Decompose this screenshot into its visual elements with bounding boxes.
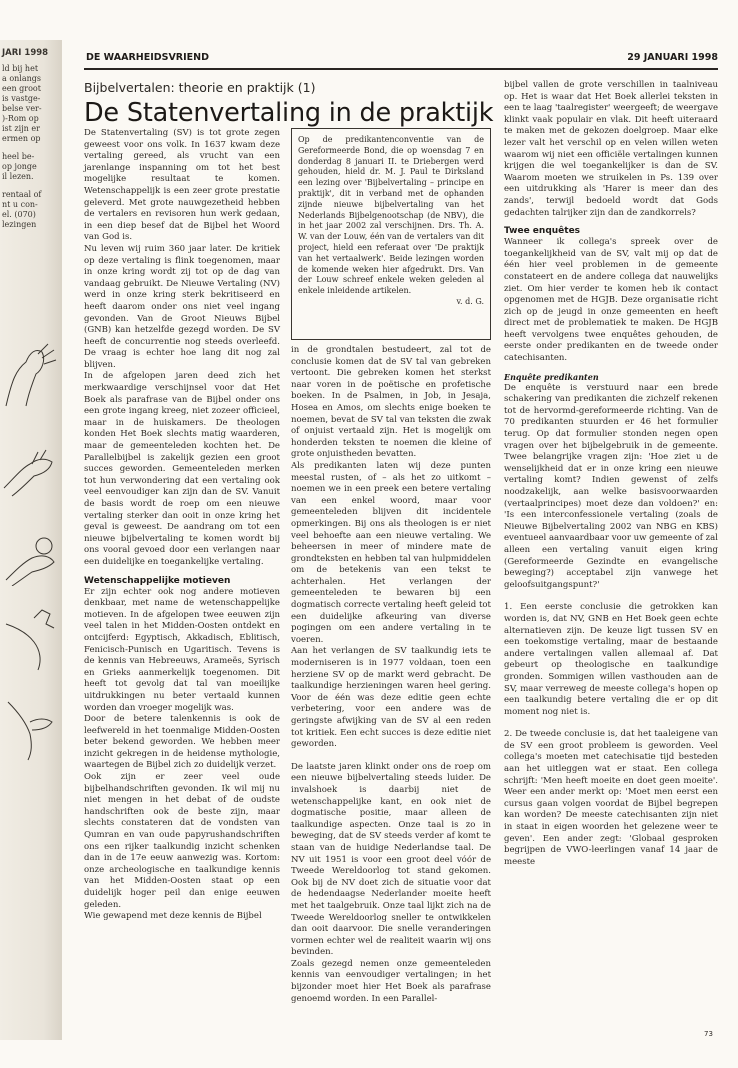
gutter-line: rentaal of (2, 190, 42, 199)
article-column-2 (291, 345, 491, 1005)
paragraph: in de grondtalen bestudeert, zal tot de conclusie komen dat de SV tal van gebreken vertoont. Die gebreken komen het sterkst naar voren in de poëtische en profetische boeken. In de Psalmen, in Job, in Jesaja, Hosea en Amos, om slechts enige boeken te noemen, bevat de SV tal van teksten die zwak of onjuist vertaald zijn. Het is mogelijk om honderden teksten te noemen die kleine of grote onjuistheden bevatten. (291, 345, 491, 460)
hand-sign-illustration-2 (2, 428, 58, 498)
section-heading: Twee enquêtes (504, 226, 581, 237)
newspaper-page (70, 40, 718, 1040)
article-column-3 (504, 80, 718, 868)
adjacent-page-header: JARI 1998 (2, 48, 49, 58)
paragraph: De Statenvertaling (SV) is tot grote zegen geweest voor ons volk. In 1637 kwam deze vertaling gereed, als vrucht van een jarenlange inspanning om tot het best mogelijke resultaat te komen. Wetenschappelijk is een zeer grote prestatie geleverd. Met grote nauwgezetheid hebben de vertalers en revisoren hun werk gedaan, in een diep besef dat de Bijbel het Woord van God is. (84, 128, 280, 243)
gutter-line: a onlangs (2, 74, 41, 83)
issue-date: 29 JANUARI 1998 (627, 52, 718, 63)
article-column-1 (84, 128, 280, 923)
paragraph: Aan het verlangen de SV taalkundig iets te moderniseren is in 1977 voldaan, toen een herziene SV op de markt werd gebracht. De taalkundige herzieningen waren heel gering. Voor de één was deze editie geen echte verbetering, voor een andere was de geringste afwijking van de SV al een reden tot kritiek. Een echt succes is deze editie niet geworden. (291, 646, 491, 750)
page-number: 73 (704, 1030, 713, 1038)
hand-sign-illustration-4 (2, 604, 58, 674)
paragraph: 1. Een eerste conclusie die getrokken kan worden is, dat NV, GNB en Het Boek geen echte alternatieven zijn. De keuze ligt tussen SV en een toekomstige vertaling, maar de bestaande andere vertalingen vallen allemaal af. Dat gebeurt op theologische en taalkundige gronden. Sommigen willen vasthouden aan de SV, maar verreweg de meeste collega's hopen op een taalkundig betere vertaling die er op dit moment nog niet is. (504, 602, 718, 717)
gutter-line: op jonge (2, 162, 37, 171)
paragraph: Nu leven wij ruim 360 jaar later. De kritiek op deze vertaling is flink toegenomen, maar in onze kring wordt zij tot op de dag van vandaag gebruikt. De Nieuwe Vertaling (NV) werd in onze kring sterk bekritiseerd en heeft daarom onder ons niet veel ingang gevonden. Van de Groot Nieuws Bijbel (GNB) kan hetzelfde gezegd worden. De SV heeft de concurrentie nog steeds overleefd. De vraag is echter hoe lang dit nog zal blijven. (84, 243, 280, 370)
gutter-line: is vastge- (2, 94, 41, 103)
adjacent-page-text-top (2, 64, 58, 230)
gutter-line: )-Rom op (2, 114, 39, 123)
paragraph: Ook zijn er zeer veel oude bijbelhandschriften gevonden. Ik wil mij nu niet mengen in het debat of de oudste handschriften ook de beste zijn, maar slechts constateren dat de vondsten van Qumran en van oude papyrushandschriften ons een rijker taalkundig inzicht schenken dan in de 17e eeuw aanwezig was. Kortom: onze archeologische en taalkundige kennis van het Midden-Oosten staat op een duidelijk hoger peil dan enige eeuwen geleden. (84, 772, 280, 910)
intro-box-signature: v. d. G. (456, 296, 484, 306)
gutter-line: ld bij het (2, 64, 39, 73)
hand-sign-illustration-5 (2, 692, 58, 762)
gutter-line: ist zijn er (2, 124, 40, 133)
paragraph: Wie gewapend met deze kennis de Bijbel (84, 911, 262, 922)
hand-sign-illustration-1 (2, 340, 58, 410)
gutter-line: el. (070) (2, 210, 36, 219)
adjacent-page-strip (0, 40, 62, 1040)
paragraph: Er zijn echter ook nog andere motieven denkbaar, met name de wetenschappelijke motieven. In de afgelopen twee eeuwen zijn veel talen in het Midden-Oosten ontdekt en ontcijferd: Egyptisch, Akkadisch, Eblitisch, Fenicisch-Punisch en Ugaritisch. Tevens is de kennis van Hebreeuws, Arameës, Syrisch en Grieks aanmerkelijk toegenomen. Dit heeft tot gevolg dat tal van moeilijke uitdrukkingen nu beter vertaald kunnen worden dan vroeger mogelijk was. (84, 586, 280, 713)
subsection-heading: Enquête predikanten (504, 371, 599, 382)
publication-name: DE WAARHEIDSVRIEND (86, 52, 209, 63)
gutter-line: heel be- (2, 152, 35, 161)
paragraph: Door de betere talenkennis is ook de leefwereld in het toenmalige Midden-Oosten beter bekend geworden. We hebben meer inzicht gekregen in de heidense mythologie, waartegen de Bijbel zich zo duidelijk verzet. (84, 714, 280, 771)
paragraph: Zoals gezegd nemen onze gemeenteleden kennis van eenvoudiger vertalingen; in het bijzonder moet hier Het Boek als parafrase genoemd worden. In een Parallel- (291, 958, 491, 1004)
article-kicker: Bijbelvertalen: theorie en praktijk (1) (84, 80, 316, 95)
header-rule (84, 68, 718, 70)
hand-sign-illustration-3 (2, 516, 58, 586)
running-header (70, 50, 718, 68)
article-title: De Statenvertaling in de praktijk (84, 98, 494, 128)
paragraph: 2. De tweede conclusie is, dat het taaleigene van de SV een groot probleem is geworden. Veel collega's moeten met catechisatie tijd besteden aan het uitleggen wat er staat. Een collega schrijft: 'Men heeft moeite en doet geen moeite'. Weer een ander merkt op: 'Moet men eerst een cursus gaan volgen voordat de Bijbel begrepen kan worden? De meeste catechisanten zijn niet in staat in eigen woorden het gelezene weer te geven'. Een ander zegt: 'Globaal gesproken begrijpen de VWO-leerlingen vanaf 14 jaar de meeste (504, 729, 718, 867)
gutter-line: ermen op (2, 134, 41, 143)
gutter-line: belse ver- (2, 104, 42, 113)
intro-box-text: Op de predikantenconventie van de Gereformeerde Bond, die op woensdag 7 en donderdag 8 januari II. te Driebergen werd gehouden, hield dr. M. J. Paul te Dirksland een lezing over 'Bijbelvertaling – principe en praktijk', dit in verband met de ophanden zijnde nieuwe bijbelvertaling van het Nederlands Bijbelgenootschap (de NBV), die in het jaar 2002 zal verschijnen. Drs. Th. A. W. van der Louw, één van de vertalers van dit project, hield een referaat over 'De praktijk van het vertaalwerk'. Beide lezingen worden de komende weken hier afgedrukt. Drs. Van der Louw schreef enkele weken geleden al enkele inleidende artikelen. (298, 135, 484, 296)
sign-language-illustrations (2, 340, 60, 780)
paragraph: De enquête is verstuurd naar een brede schakering van predikanten die zichzelf rekenen tot de hervormd-gereformeerde richting. Van de 70 predikanten stuurden er 46 het formulier terug. Op dat formulier stonden negen open vragen over het bijbelgebruik in de gemeente. Twee belangrijke vragen zijn: 'Hoe ziet u de wenselijkheid dat er in onze kring een nieuwe vertaling komt? Indien gewenst of zelfs noodzakelijk, aan welke basisvoorwaarden (vertaalprincipes) moet deze dan voldoen?' en: 'Is een interconfessionele vertaling (zoals de Nieuwe Bijbelvertaling 2002 van NBG en KBS) eventueel aanvaardbaar voor uw gemeente of zal alleen een vertaling vanuit eigen kring (Gereformeerde Gezindte en evangelische beweging?) acceptabel zijn vanwege het geloofsuitgangspunt?' (504, 382, 718, 590)
paragraph: Wanneer ik collega's spreek over de toegankelijkheid van de SV, valt mij op dat de één hier veel problemen in de gemeente constateert en de andere collega dat nauwelijks ziet. Om hier verder te komen heb ik contact opgenomen met de HGJB. Deze organisatie richt zich op de jeugd in onze gemeenten en heeft direct met de problematiek te maken. De HGJB heeft vervolgens twee enquêtes gehouden, de eerste onder predikanten en de tweede onder catechisanten. (504, 237, 718, 364)
paragraph: De laatste jaren klinkt onder ons de roep om een nieuwe bijbelvertaling steeds luider. De invalshoek is daarbij niet de wetenschappelijke kant, en ook niet de dogmatische positie, maar alleen de taalkundige aspecten. Onze taal is zo in beweging, dat de SV steeds verder af komt te staan van de huidige Nederlandse taal. De NV uit 1951 is voor een groot deel vóór de Tweede Wereldoorlog tot stand gekomen. Ook bij de NV doet zich de situatie voor dat de hedendaagse Nederlander moeite heeft met het taalgebruik. Onze taal lijkt zich na de Tweede Wereldoorlog sneller te ontwikkelen dan ooit daarvoor. Die snelle veranderingen vormen echter wel de realiteit waarin wij ons bevinden. (291, 761, 491, 958)
paragraph: Als predikanten laten wij deze punten meestal rusten, of – als het zo uitkomt – noemen we in een preek een betere vertaling van een enkel woord, maar voor gemeenteleden blijven dit incidentele opmerkingen. Bij ons als theologen is er niet veel behoefte aan een nieuwe vertaling. We beheersen in meer of mindere mate de grondteksten en hebben tal van hulpmiddelen om de betekenis van een tekst te achterhalen. Het verlangen der gemeenteleden te bewaren bij een dogmatisch correcte vertaling heeft geleid tot een duidelijke afkeuring van diverse pogingen om een andere vertaling in te voeren. (291, 460, 491, 645)
intro-box (291, 128, 491, 340)
paragraph: bijbel vallen de grote verschillen in taalniveau op. Het is waar dat Het Boek allerlei teksten in een te laag 'taalregister' weergeeft; de weergave klinkt vaak populair en vlak. Dit heeft uiteraard te maken met de gekozen doelgroep. Maar elke lezer valt het verschil op en velen willen weten waarom wij niet een officiële vertalingen kunnen krijgen die wel toegankelijker is dan de SV. Waarom moeten we struikelen in Ps. 139 over een uitdrukking als 'Harer is meer dan des zands', terwijl bedoeld wordt dat Gods gedachten talrijker zijn dan de zandkorrels? (504, 80, 718, 218)
gutter-line: een groot (2, 84, 41, 93)
gutter-line: lezingen (2, 220, 37, 229)
section-heading: Wetenschappelijke motieven (84, 575, 231, 586)
gutter-line: nt u con- (2, 200, 38, 209)
gutter-line: il lezen. (2, 172, 34, 181)
paragraph: In de afgelopen jaren deed zich het merkwaardige verschijnsel voor dat Het Boek als parafrase van de Bijbel onder ons een grote ingang kreeg, niet zozeer officieel, maar in de huiskamers. De theologen konden Het Boek slechts matig waarderen, maar de gemeenteleden kochten het. De Parallelbijbel is zakelijk gezien een groot succes geworden. Gemeenteleden merken tot hun verwondering dat een vertaling ook veel eenvoudiger kan zijn dan de SV. Vanuit de basis wordt de roep om een nieuwe vertaling sterker dan ooit in onze kring het geval is geweest. De aandrang om tot een nieuwe bijbelvertaling te komen wordt bij ons vooral gevoed door een verlangen naar een duidelijke en toegankelijke vertaling. (84, 371, 280, 567)
